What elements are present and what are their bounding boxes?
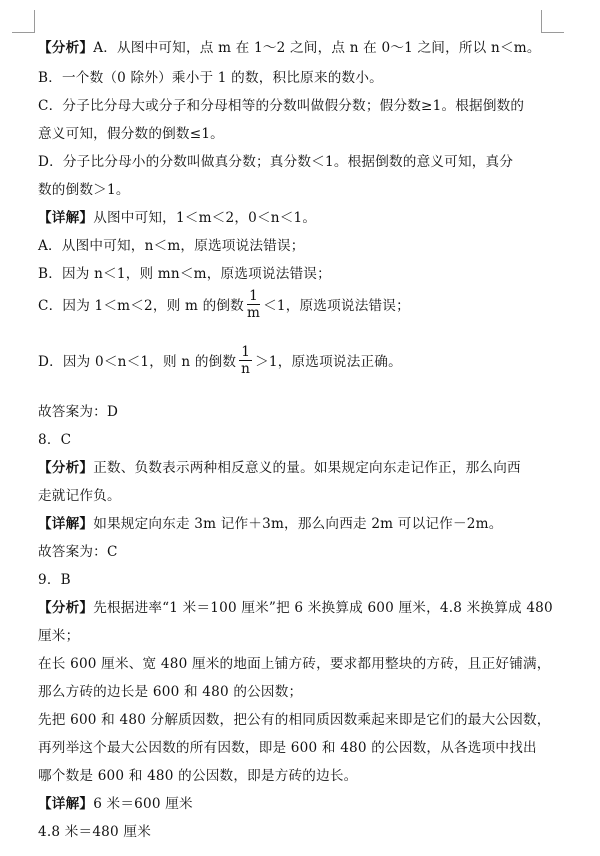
text-line: 厘米； (38, 628, 80, 644)
text-line: B．一个数（0 除外）乘小于 1 的数，积比原来的数小。 (38, 70, 383, 86)
text: 从图中可知，1＜m＜2，0＜n＜1。 (93, 210, 317, 226)
text: 先根据进率“1 米＝100 厘米”把 6 米换算成 600 厘米，4.8 米换算成 480 (93, 600, 553, 616)
detail-tag: 【详解】 (38, 516, 94, 532)
fraction-line (38, 290, 410, 323)
text: D．因为 0＜n＜1，则 n 的倒数 (38, 354, 237, 370)
text-line: 哪个数是 600 和 480 的公因数，即是方砖的边长。 (38, 768, 358, 784)
detail-line (38, 792, 193, 812)
text-line: 意义可知，假分数的倒数≤1。 (38, 126, 224, 142)
text: 正数、负数表示两种相反意义的量。如果规定向东走记作正，那么向西 (93, 460, 521, 476)
detail-line (38, 206, 316, 226)
text: C．因为 1＜m＜2，则 m 的倒数 (38, 298, 244, 314)
fraction (239, 344, 252, 377)
text-line: A．从图中可知，n＜m，原选项说法错误； (38, 238, 305, 254)
answer-line: 故答案为：D (38, 404, 119, 420)
text: 6 米＝600 厘米 (93, 796, 193, 812)
fraction-numerator: 1 (247, 288, 260, 305)
text: ＞1，原选项说法正确。 (255, 354, 402, 370)
text-line: 再列举这个最大公因数的所有因数，即是 600 和 480 的公因数，从各选项中找出 (38, 740, 537, 756)
analysis-line (38, 456, 521, 476)
fraction-line (38, 346, 402, 379)
fraction-numerator: 1 (241, 344, 251, 360)
text-line: C．分子比分母大或分子和分母相等的分数叫做假分数；假分数≥1。根据倒数的 (38, 98, 525, 114)
text-line: 4.8 米＝480 厘米 (38, 824, 151, 840)
fraction-denominator: n (241, 361, 251, 377)
question-number: 8．C (38, 432, 72, 448)
text-line: D．分子比分母小的分数叫做真分数；真分数＜1。根据倒数的意义可知，真分 (38, 154, 514, 170)
text-line: B．因为 n＜1，则 mn＜m，原选项说法错误； (38, 266, 331, 282)
analysis-tag: 【分析】 (38, 600, 94, 616)
text-line: 走就记作负。 (38, 488, 121, 504)
analysis-line (38, 596, 553, 616)
fraction-denominator: m (246, 305, 261, 321)
question-number: 9．B (38, 572, 71, 588)
analysis-tag: 【分析】 (38, 40, 94, 56)
answer-line: 故答案为：C (38, 544, 118, 560)
analysis-tag: 【分析】 (38, 460, 94, 476)
corner-mark-top-left (12, 10, 35, 33)
text: A．从图中可知，点 m 在 1～2 之间，点 n 在 0～1 之间，所以 n＜m。 (93, 40, 541, 56)
fraction (247, 288, 260, 321)
detail-tag: 【详解】 (38, 796, 94, 812)
corner-mark-top-right (541, 10, 564, 33)
detail-tag: 【详解】 (38, 210, 94, 226)
text: 如果规定向东走 3m 记作＋3m，那么向西走 2m 可以记作－2m。 (93, 516, 503, 532)
text-line: 先把 600 和 480 分解质因数，把公有的相同质因数乘起来即是它们的最大公因数， (38, 712, 551, 728)
text-line: 在长 600 厘米、宽 480 厘米的地面上铺方砖，要求都用整块的方砖，且正好铺满， (38, 656, 551, 672)
detail-line (38, 512, 503, 532)
text: ＜1，原选项说法错误； (263, 298, 410, 314)
analysis-line (38, 36, 541, 56)
text-line: 那么方砖的边长是 600 和 480 的公因数； (38, 684, 303, 700)
text-line: 数的倒数＞1。 (38, 182, 130, 198)
